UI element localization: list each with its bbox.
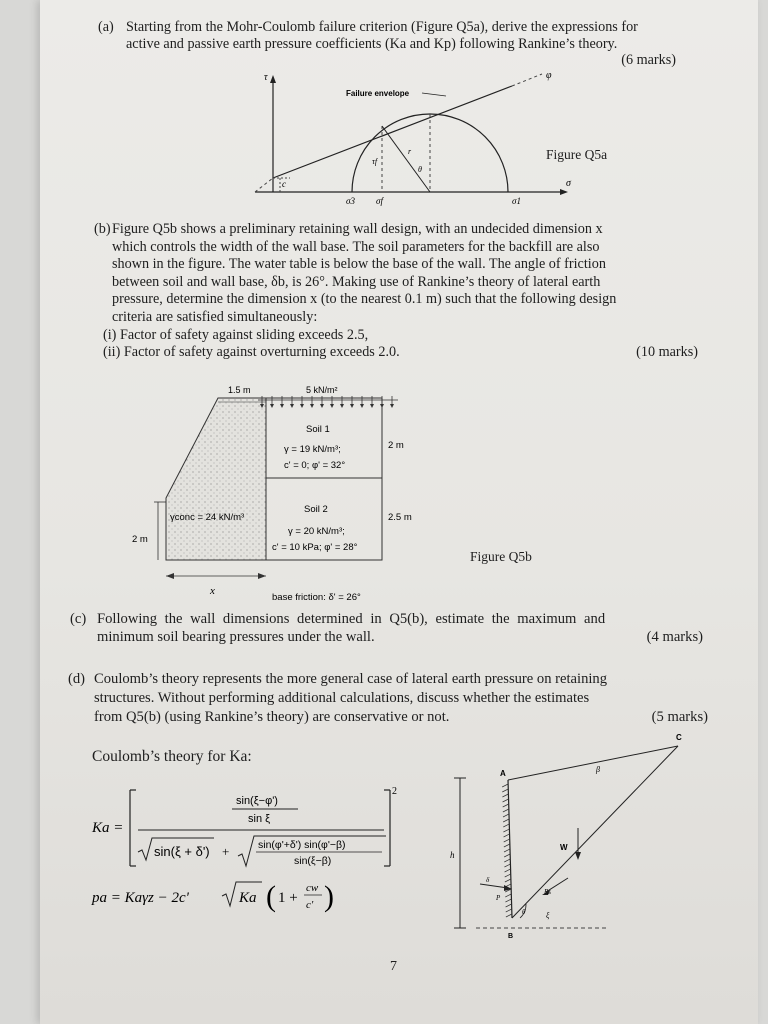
soil1-gamma: γ = 19 kN/m³; (284, 444, 341, 455)
svg-text:(: ( (266, 880, 276, 913)
failure-envelope-label: Failure envelope (346, 89, 410, 98)
coulomb-heading: Coulomb’s theory for Ka: (92, 748, 252, 765)
backfill-surface (508, 746, 678, 780)
surcharge-arrowhead (340, 404, 344, 408)
base-height-label: 2 m (132, 534, 148, 545)
surcharge-arrowhead (360, 404, 364, 408)
qd-marks: (5 marks) (651, 709, 708, 725)
hatch-line (504, 844, 510, 847)
pa-cw: cw (306, 882, 319, 894)
qb-item-2: (ii) Factor of safety against overturning exceeds 2.0. (103, 344, 400, 360)
soil2-params: c' = 10 kPa; φ' = 28° (272, 542, 358, 553)
sqrt2-num: sin(φ'+δ') sin(φ'−β) (258, 839, 346, 851)
hatch-line (505, 894, 511, 897)
surcharge-arrowhead (330, 404, 334, 408)
hatch-line (506, 904, 512, 907)
hatch-line (503, 824, 509, 827)
qc-label: (c) (70, 611, 87, 627)
soil1-name: Soil 1 (306, 424, 330, 435)
hatch-line (503, 804, 509, 807)
failure-envelope-line (273, 86, 512, 178)
figure-coulomb-wall (446, 732, 714, 942)
surcharge-arrowhead (380, 404, 384, 408)
surcharge-arrowhead (300, 404, 304, 408)
sigma-f-label: σf (376, 196, 383, 206)
qb-line-6: criteria are satisfied simultaneously: (112, 309, 318, 325)
soil2-depth: 2.5 m (388, 512, 412, 523)
surcharge-arrowhead (320, 404, 324, 408)
qa-line-1: Starting from the Mohr-Coulomb failure criterion (Figure Q5a), derive the expressions for (126, 19, 638, 35)
surcharge-arrowhead (370, 404, 374, 408)
theta-label: θ (418, 165, 422, 174)
soil1-params: c' = 0; φ' = 32° (284, 460, 346, 471)
qc-line-1: Following the wall dimensions determined in Q5(b), estimate the maximum and (97, 611, 606, 627)
soil2-name: Soil 2 (304, 504, 328, 515)
qb-line-4: between soil and wall base, δb, is 26°. Making use of Rankine’s theory of lateral earth (112, 273, 601, 290)
pa-ka: Ka (239, 890, 257, 906)
soil2-gamma: γ = 20 kN/m³; (288, 526, 345, 537)
surcharge-arrowhead (290, 404, 294, 408)
coulomb-ka-formula (86, 782, 416, 926)
qd-line-2: structures. Without performing additional calculations, discuss whether the estimates (94, 690, 590, 706)
qb-line-2: which controls the width of the wall base. The soil parameters for the backfill are also (112, 238, 600, 255)
hatch-line (503, 799, 509, 802)
W-label: W (560, 843, 568, 852)
theta-angle-label: θ (522, 908, 526, 916)
ka-lhs: Ka = (92, 820, 124, 836)
surcharge-arrowhead (310, 404, 314, 408)
x-dimension-label: x (210, 585, 215, 597)
surcharge-label: 5 kN/m² (306, 385, 338, 395)
point-C-label: C (676, 733, 682, 742)
phi-label: φ (546, 70, 552, 81)
sigma1-label: σ1 (512, 196, 521, 206)
pa-lhs: pa = Kaγz − 2c' (92, 890, 189, 906)
hatch-line (505, 899, 511, 902)
surcharge-arrowhead (280, 404, 284, 408)
point-A-label: A (500, 769, 506, 778)
base-friction-label: base friction: δ' = 26° (272, 592, 361, 603)
qa-marks: (6 marks) (621, 52, 676, 68)
sigma-axis-label: σ (566, 178, 571, 189)
qa-line-2: active and passive earth pressure coefficients (Ka and Kp) following Rankine’s theory. (126, 36, 618, 52)
qb-marks: (10 marks) (636, 344, 698, 360)
hatch-line (502, 794, 508, 797)
concrete-wall (166, 398, 266, 560)
soil1-depth: 2 m (388, 440, 404, 451)
qd-line-1: Coulomb’s theory represents the more general case of lateral earth pressure on retaining (94, 671, 608, 687)
top-width-label: 1.5 m (228, 385, 251, 395)
point-B-label: B (508, 933, 514, 940)
qb-line-5: pressure, determine the dimension x (to the nearest 0.1 m) such that the following design (112, 291, 617, 308)
hatch-line (503, 809, 509, 812)
qa-label: (a) (98, 19, 114, 35)
svg-text:): ) (324, 880, 334, 913)
frac-den: sin ξ (248, 813, 271, 825)
xi-label: ξ (546, 911, 550, 920)
pa-c: c' (306, 899, 314, 911)
sqrt2-den: sin(ξ−β) (294, 855, 332, 867)
qc-marks: (4 marks) (646, 629, 703, 645)
hatch-line (503, 819, 509, 822)
qd-label: (d) (68, 671, 86, 687)
sqrt1: sin(ξ + δ') (154, 844, 210, 859)
hatch-line (504, 834, 510, 837)
hatch-line (504, 854, 510, 857)
frac-num: sin(ξ−φ') (236, 795, 278, 807)
qb-line-3: shown in the figure. The water table is below the base of the wall. The angle of friction (112, 256, 606, 273)
qd-line-3: from Q5(b) (using Rankine’s theory) are conservative or not. (94, 709, 450, 725)
hatch-line (506, 914, 512, 917)
hatch-line (504, 859, 510, 862)
ka-power: 2 (392, 786, 397, 797)
beta-label: β (596, 765, 600, 774)
hatch-line (502, 789, 508, 792)
figure-q5a-caption: Figure Q5a (546, 147, 608, 162)
qc-line-2: minimum soil bearing pressures under the wall. (97, 629, 375, 645)
surcharge-arrowhead (390, 404, 394, 408)
tau-axis-label: τ (264, 72, 268, 83)
gamma-conc-label: γconc = 24 kN/m³ (170, 512, 245, 523)
figure-q5a (250, 66, 580, 206)
Rs-label: Rs (544, 888, 551, 896)
hatch-line (505, 874, 511, 877)
hatch-line (503, 814, 509, 817)
hatch-line (505, 869, 511, 872)
r-label: r (408, 147, 412, 156)
surcharge-arrowhead (350, 404, 354, 408)
pa-one-plus: 1 + (278, 890, 298, 906)
qb-item-1: (i) Factor of safety against sliding exceeds 2.5, (103, 327, 369, 343)
hatch-line (504, 849, 510, 852)
hatch-line (502, 784, 508, 787)
hatch-line (504, 839, 510, 842)
figure-q5b-caption: Figure Q5b (470, 549, 532, 564)
sigma3-label: σ3 (346, 196, 355, 206)
plus-sign: + (222, 844, 230, 859)
hatch-line (505, 879, 511, 882)
figure-q5b (120, 380, 450, 606)
page-number: 7 (390, 959, 397, 974)
failure-plane (512, 746, 678, 918)
qb-line-1: Figure Q5b shows a preliminary retaining wall design, with an undecided dimension x (112, 221, 603, 237)
surcharge-arrowhead (270, 404, 274, 408)
h-label: h (450, 850, 455, 860)
qb-label: (b) (94, 221, 111, 237)
hatch-line (503, 829, 509, 832)
tau-f-label: τf (372, 157, 378, 166)
hatch-line (504, 864, 510, 867)
c-label: c (282, 179, 286, 189)
delta-label: δ (486, 876, 490, 884)
P-label: P (496, 894, 501, 902)
hatch-line (506, 909, 512, 912)
